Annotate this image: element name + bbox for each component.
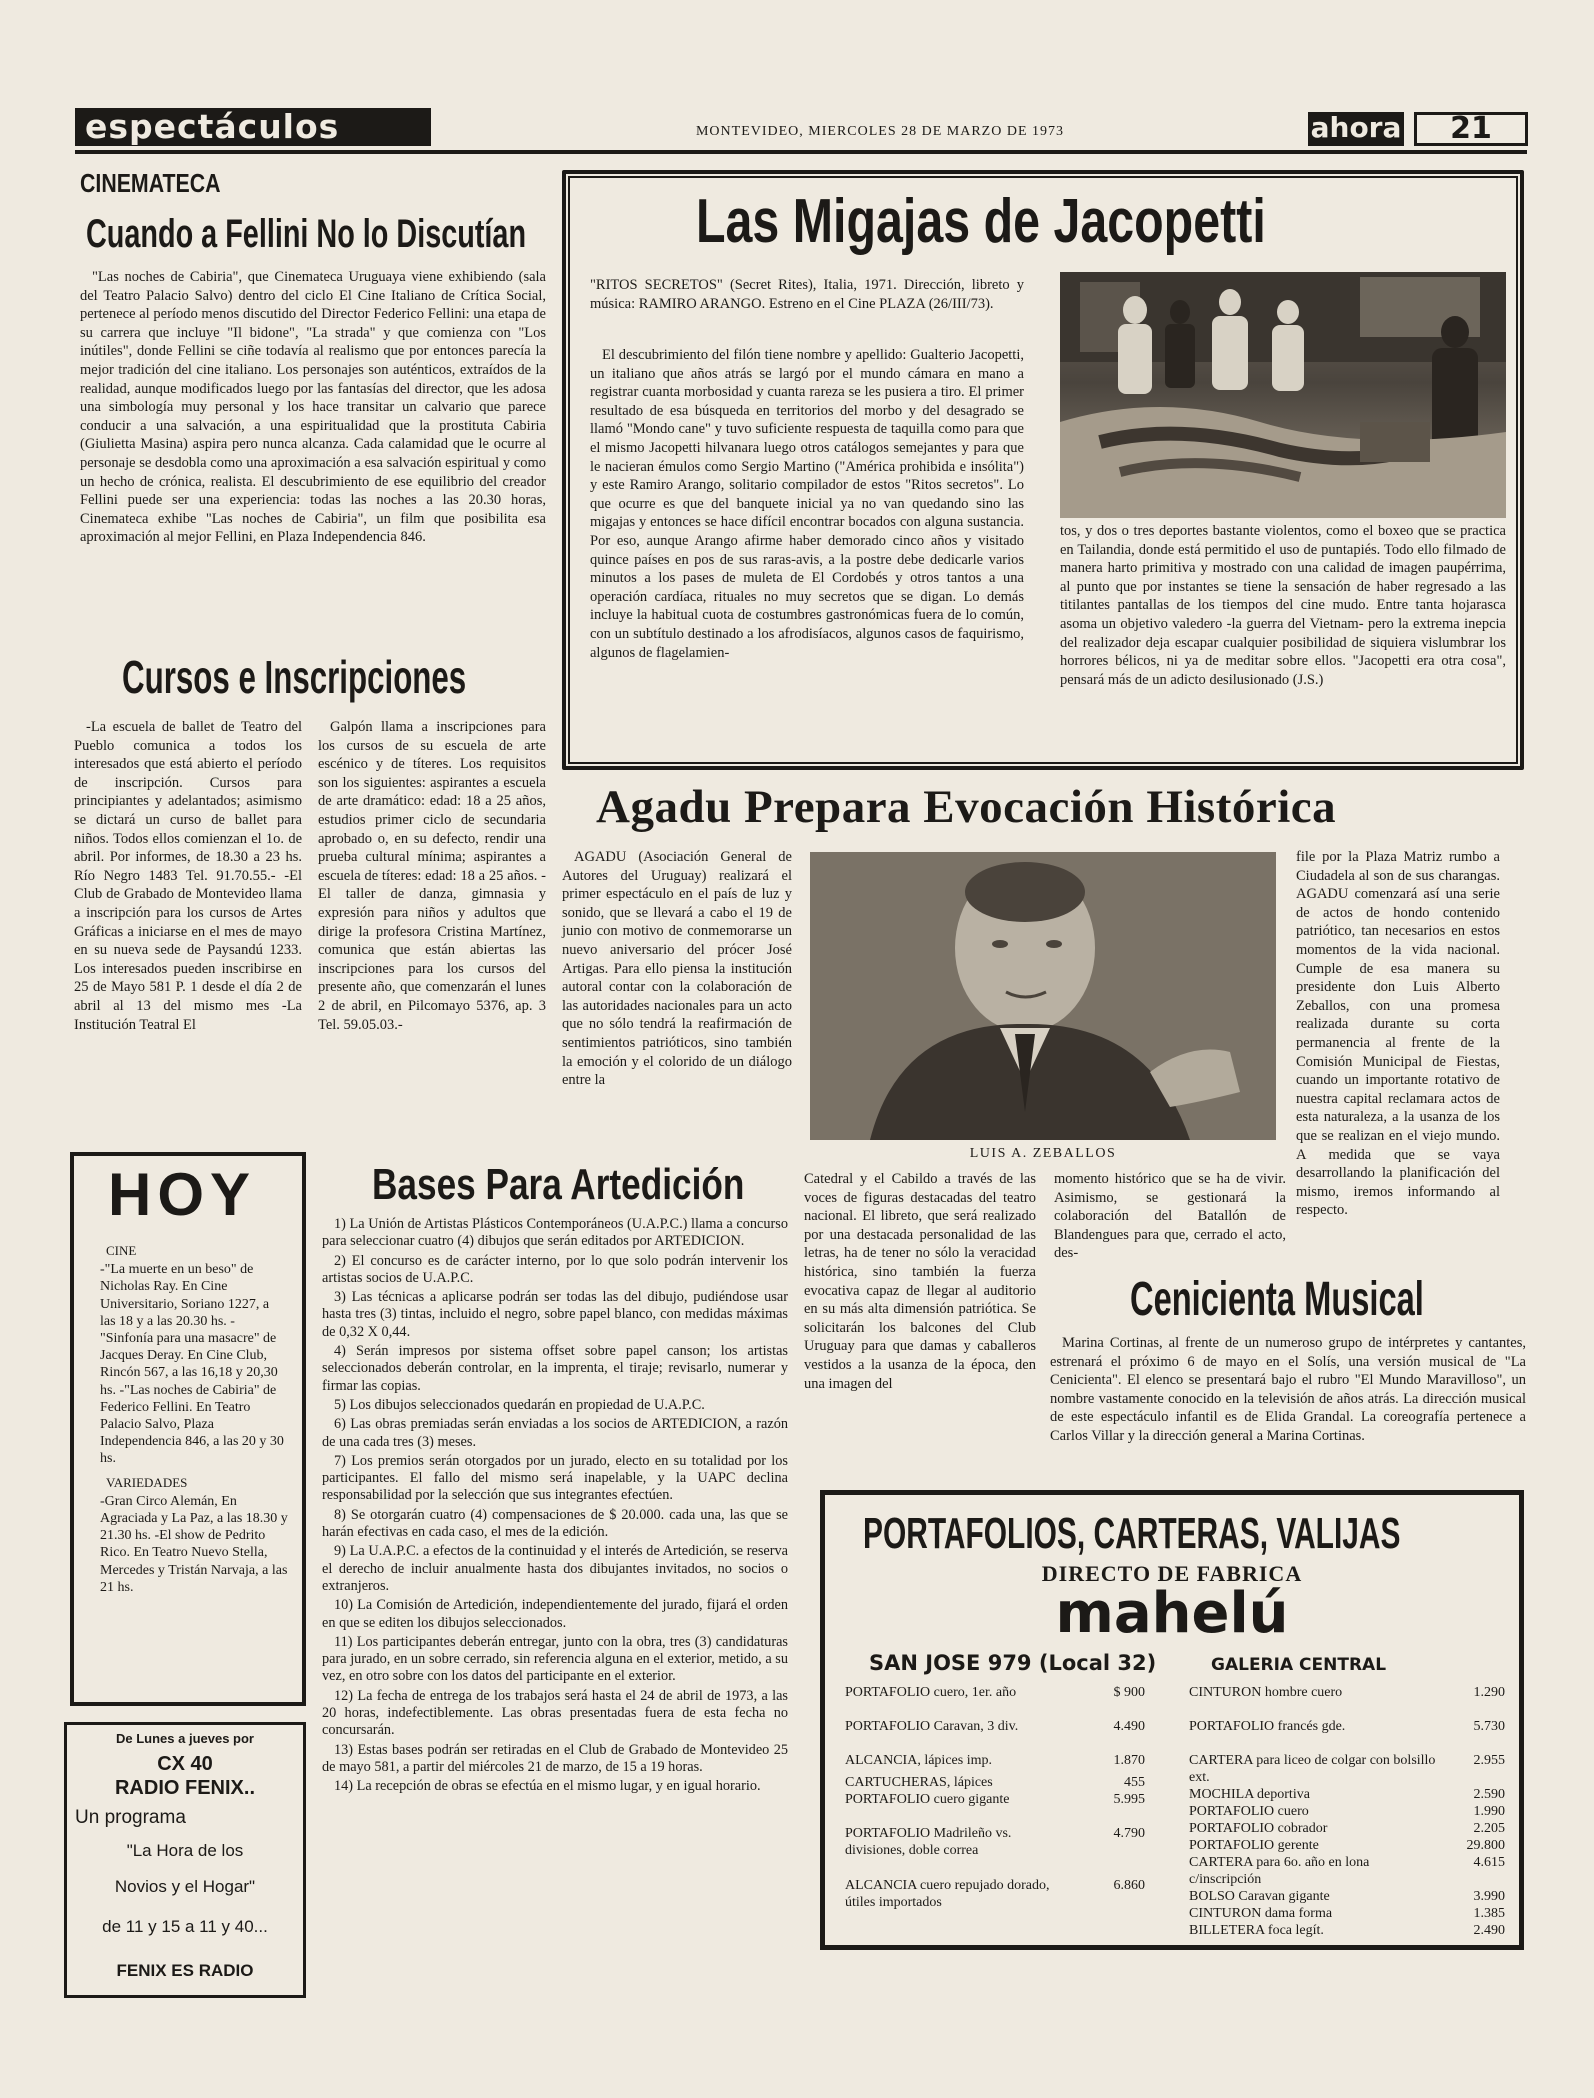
ad-price: 2.590: [1473, 1787, 1505, 1802]
cenicienta-headline: Cenicienta Musical: [1130, 1273, 1424, 1326]
page-number: 21: [1414, 112, 1528, 146]
ad-item: CINTURON hombre cuero: [1189, 1685, 1343, 1700]
ad-gallery: GALERIA CENTRAL: [1211, 1655, 1387, 1675]
ad-price-list-right: [1189, 1685, 1505, 1940]
ad-item: ALCANCIA, lápices imp.: [845, 1753, 992, 1768]
ad-price: 2.205: [1473, 1821, 1505, 1836]
radio-line-5: "La Hora de los: [126, 1841, 244, 1860]
jacopetti-credits: "RITOS SECRETOS" (Secret Rites), Italia, 1971. Dirección, libreto y música: RAMIRO ARANGO. Estreno en el Cine PLAZA (26/III/73).: [590, 277, 1024, 312]
ad-headline: PORTAFOLIOS, CARTERAS, VALIJAS: [863, 1509, 1401, 1558]
radio-line-3: RADIO FENIX..: [114, 1777, 255, 1799]
ad-item: CARTUCHERAS, lápices: [845, 1775, 993, 1790]
hoy-box: [70, 1152, 306, 1706]
bases-item: 2) El concurso es de carácter interno, por lo que solo podrán intervenir los artistas socios de U.A.P.C.: [322, 1252, 788, 1286]
ad-price: 1.385: [1473, 1906, 1505, 1921]
ad-price: 4.790: [1113, 1826, 1145, 1841]
agadu-headline: Agadu Prepara Evocación Histórica: [596, 781, 1337, 833]
cursos-col-2: Galpón llama a inscripciones para los cursos de su escuela de arte escénico y de títeres. Los requisitos son los siguientes: aspirantes a escuela de arte dramático: edad: 18 a 25 años, estudios primer ciclo de secundaria aprobado o, en su defecto, rendir una prueba cultural mínima; aspirantes a escuela de títeres: edad: 18 a 25 años. -El taller de danza, gimnasia y expresión para niños y adultos que dirige la profesora Cristina Martínez, comunica que están abiertas las inscripciones para los cursos del presente año, que comenzarán el lunes 2 de abril, en Pilcomayo 5376, ap. 3 Tel. 59.05.03.-: [318, 719, 546, 1033]
ad-item: MOCHILA deportiva: [1189, 1787, 1310, 1802]
ad-price: 6.860: [1113, 1878, 1145, 1893]
ad-item: PORTAFOLIO cuero, 1er. año: [845, 1685, 1017, 1700]
ad-price: 2.490: [1473, 1923, 1505, 1938]
bases-item: 9) La U.A.P.C. a efectos de la continuidad y el interés de Artedición, se reserva el derecho de incluir anualmente hasta dos dibujantes invitados, no socios o extranjeros.: [322, 1543, 788, 1594]
portrait-image: [810, 852, 1276, 1140]
ad-price: $ 900: [1113, 1685, 1145, 1700]
dateline: MONTEVIDEO, MIERCOLES 28 DE MARZO DE 1973: [695, 124, 1065, 139]
bases-item: 14) La recepción de obras se efectúa en el mismo lugar, y en igual horario.: [334, 1778, 761, 1795]
radio-fenix-box: [64, 1722, 306, 1998]
radio-line-2: CX 40: [157, 1753, 213, 1775]
hoy-cine: -"La muerte en un beso" de Nicholas Ray. En Cine Universitario, Soriano 1227, a las 18 y a las 20.30 hs. -"Sinfonía para una masacre" de Jacques Deray. En Cine Club, Rincón 567, a las 16,18 y 20,30 hs. -"Las noches de Cabiria" de Federico Fellini. En Teatro Palacio Salvo, Plaza Independencia 846, a las 20 y 30 hs.: [100, 1262, 284, 1467]
jacopetti-body-1: El descubrimiento del filón tiene nombre y apellido: Gualterio Jacopetti, un italiano que años atrás se largó por el mundo cámara en mano a registrar cuanta morbosidad y cuanta rareza se les pusiera a tiro. El primer resultado de esa búsqueda en territorios del morbo y del desagrado se llamó "Mondo cane" y tuvo suficiente respuesta de taquilla como para que el mismo Jacopetti hilvanara luego otros catálogos semejantes y para que le nacieran émulos como Sergio Martino ("América prohibida e insólita") y este Ramiro Arango, solitario compilador de estos "Ritos secretos". Lo que ocurre es que del banquete inicial ya no van quedando sino las migajas y entonces se hace difícil encontrar bocados con alguna sustancia. Por eso, aunque Arango afirme haber demorado cinco años y visitado quince países en pos de sus raras-avis, a la postre debe dedicarle varios minutos a los pases de muleta de El Cordobés y otros tantos a una operación cardíaca, rituales no muy secretos que se digan. Lo demás incluye la habitual cuota de costumbres gastronómicas fuera de lo común, con un subtítulo destinado a los afrodisíacos, algunos casos de faquirismo, algunos de flagelamien-: [590, 347, 1024, 661]
bases-item: 7) Los premios serán otorgados por un jurado, electo en su totalidad por los participantes. El fallo del mismo será inapelable, y la UAPC declina responsabilidad por la selección que sus integrantes efectúen.: [322, 1452, 788, 1504]
ad-price: 29.800: [1466, 1838, 1505, 1853]
bases-item: 12) La fecha de entrega de los trabajos será hasta el 24 de abril de 1973, a las 20 horas, indefectiblemente. Las obras presentadas fuera de esta fecha no concursarán.: [322, 1687, 788, 1739]
ad-item: PORTAFOLIO Madrileño vs. divisiones, doble correa: [845, 1826, 1012, 1858]
ad-brand: mahelú: [1055, 1581, 1289, 1646]
ad-item: PORTAFOLIO gerente: [1189, 1838, 1319, 1853]
ad-price: 455: [1124, 1775, 1145, 1790]
ad-price: 2.955: [1473, 1753, 1505, 1768]
ad-price: 1.990: [1473, 1804, 1505, 1819]
zeballos-caption: LUIS A. ZEBALLOS: [969, 1146, 1117, 1161]
radio-line-1: De Lunes a jueves por: [116, 1731, 254, 1746]
hoy-variedades: -Gran Circo Alemán, En Agraciada y La Paz, a las 18.30 y 21.30 hs. -El show de Pedrito Rico. En Teatro Nuevo Stella, Mercedes y Tristán Narvaja, a las 21 hs.: [100, 1493, 288, 1595]
ritual-scene-image: [1060, 272, 1506, 518]
brand-logo: ahora: [1308, 112, 1404, 146]
agadu-col-1: AGADU (Asociación General de Autores del Uruguay) realizará el primer espectáculo en el país de luz y sonido, que se llevará a cabo el 19 de junio con motivo de conmemorarse un nuevo aniversario del prócer José Artigas. Para ello piensa la institución autoral contar con la colaboración de las autoridades nacionales para un acto que no sólo tendrá la reafirmación de sentimientos patrióticos, sino también la emoción y el colorido de un diálogo entre la: [562, 849, 792, 1089]
bases-item: 3) Las técnicas a aplicarse podrán ser todas las del dibujo, pudiéndose usar hasta tres (3) tintas, incluido el negro, sobre papel blanco, con medidas máximas de 0,32 X 0,44.: [322, 1289, 788, 1340]
bases-item: 13) Estas bases podrán ser retiradas en el Club de Grabado de Montevideo 25 de mayo 581, a partir del miércoles 21 de marzo, de 15 a 19 horas.: [322, 1741, 788, 1775]
ad-item: CINTURON dama forma: [1189, 1906, 1333, 1921]
hoy-cine-label: CINE: [106, 1243, 137, 1258]
bases-item: 1) La Unión de Artistas Plásticos Contemporáneos (U.A.P.C.) llama a concurso para seleccionar cuatro (4) dibujos que serán editados por ARTEDICION.: [322, 1216, 788, 1250]
bases-item: 6) Las obras premiadas serán enviadas a los socios de ARTEDICION, a razón de una cada tres (3) meses.: [322, 1416, 788, 1450]
ad-price: 1.870: [1113, 1753, 1145, 1768]
radio-line-6: Novios y el Hogar": [114, 1877, 256, 1896]
bases-item: 11) Los participantes deberán entregar, junto con la obra, tres (3) candidaturas para jurado, en un sobre cerrado, sin referencia alguna en el exterior, metido, a su vez, en otro sobre con los datos del participante en el exterior.: [322, 1633, 788, 1685]
hoy-listing: [88, 1242, 288, 1596]
radio-line-7: de 11 y 15 a 11 y 40...: [102, 1917, 268, 1936]
bases-item: 4) Serán impresos por sistema offset sobre papel canson; los artistas seleccionados deberán controlar, en la imprenta, el tiraje; revisarlo, numerar y firmar las copias.: [322, 1343, 788, 1394]
ad-price: 4.615: [1473, 1855, 1505, 1870]
ad-price: 5.995: [1113, 1792, 1145, 1807]
cinemateca-body: "Las noches de Cabiria", que Cinemateca Uruguaya viene exhibiendo (sala del Teatro Palacio Salvo) dentro del ciclo El Cine Italiano de Crítica Social, pertenece al período menos discutido del Director Federico Fellini: una etapa de su carrera que incluye "Il bidone", "La strada" y que comienza con "Los inútiles", donde Fellini se ciñe todavía al realismo que por entonces parecía la mejor tradición del cine italiano. Los personajes son auténticos, extraídos de la realidad, aunque modificados luego por las fantasías del director, que les adosa una simbología muy personal y los hace transitar un calvario que parece conducir a una salvación, a una espiritualidad que la prostituta Cabiria (Giulietta Masina) aspira pero nunca alcanza. Cada calamidad que le ocurre al personaje se desdobla como una aproximación a esa salvación espiritual y como un hecho de crónica, realista. El descubrimiento de ese equilibrio del creador Fellini puede ser una experiencia: todas las noches a las 20.30 horas, Cinemateca exhibe "Las noches de Cabiria", un film que posibilita esa aproximación al mejor Fellini, en Plaza Independencia 846.: [80, 269, 546, 546]
agadu-bottom-2: momento histórico que se ha de vivir. Asimismo, se gestionará la colaboración del Batallón de Blandengues para que, cerrado el acto, des-: [1054, 1171, 1286, 1262]
ad-price: 1.290: [1473, 1685, 1505, 1700]
agadu-col-right: file por la Plaza Matriz rumbo a Ciudadela al son de sus charangas. AGADU comenzará así una serie de actos de hondo contenido patriótico, tan necesarios en estos momentos de la vida nacional. Cumple de esa manera su presidente don Luis Alberto Zeballos, con una promesa realizada durante su corta permanencia al frente de la Comisión Municipal de Fiestas, cuando un importante rotativo de nuestra capital reclamara actos de esta naturaleza, a la usanza de los que se realizan en el viejo mundo. A medida que se vaya desarrollando la planificación del mismo, iremos informando al respecto.: [1296, 849, 1500, 1219]
cursos-headline: Cursos e Inscripciones: [122, 651, 467, 703]
agadu-bottom-1: Catedral y el Cabildo a través de las voces de figuras destacadas del teatro nacional. El libreto, que será realizado por una destacada personalidad de las letras, ha de tener no sólo la veracidad histórica, sino también la fuerza evocativa capaz de llegar al auditorio en su más alta dimensión patriótica. Se solicitarán los balcones del Club Uruguay para que damas y caballeros vestidos a la usanza de la época, den una imagen del: [804, 1171, 1036, 1392]
ad-item: ALCANCIA cuero repujado dorado, útiles importados: [845, 1878, 1050, 1910]
ad-item: PORTAFOLIO cobrador: [1189, 1821, 1328, 1836]
cinemateca-kicker: CINEMATECA: [80, 168, 221, 198]
cursos-col-1: -La escuela de ballet de Teatro del Pueblo comunica a todos los interesados que está abierto el período de inscripción. Cursos para principiantes y adelantados; asimismo se dictará un curso de ballet para niños. Todos ellos comienzan el 1o. de abril. Por informes, de 18.30 a 23 hs. Río Negro 1483 Tel. 91.70.55.- -El Club de Grabado de Montevideo llama a inscripción para los cursos de Artes Gráficas a iniciarse en el mes de mayo en su nueva sede de Paysandú 1233. Los interesados pueden inscribirse en 25 de Mayo 581 P. 1 desde el día 2 de abril al 13 del mismo mes -La Institución Teatral El: [74, 719, 302, 1033]
ad-price: 4.490: [1113, 1719, 1145, 1734]
jacopetti-body-2: tos, y dos o tres deportes bastante violentos, como el boxeo que se practica en Tailandia, donde está permitido el uso de puntapiés. Todo ello filmado de manera harto primitiva y mostrado con una calidad de imagen paupérrima, al punto que por instantes se tiene la sensación de haber regresado a las titilantes pantallas de los tiempos del cine mudo. Entre tanta hojarasca asoma un objetivo valedero -la guerra del Vietnam- pero la extrema inepcia del realizador deja escapar cualquier posibilidad de siquiera vislumbrar los horrores bélicos, ni ya de meditar sobre ellos. "Jacopetti era otra cosa", pensará más de un adicto desilusionado (J.S.): [1060, 523, 1506, 688]
ad-item: CARTERA para liceo de colgar con bolsillo ext.: [1189, 1753, 1436, 1785]
ad-price: 5.730: [1473, 1719, 1505, 1734]
cinemateca-headline: Cuando a Fellini No lo Discutían: [86, 212, 527, 256]
radio-line-4: Un programa: [75, 1807, 186, 1828]
ad-price: 3.990: [1473, 1889, 1505, 1904]
ad-item: BOLSO Caravan gigante: [1189, 1889, 1330, 1904]
ad-address: SAN JOSE 979 (Local 32): [869, 1651, 1157, 1675]
bases-list: [322, 1216, 788, 1798]
hoy-variedades-label: VARIEDADES: [106, 1474, 188, 1490]
ad-subheadline: DIRECTO DE FABRICA: [1041, 1561, 1303, 1586]
ad-item: PORTAFOLIO Caravan, 3 div.: [845, 1719, 1019, 1734]
cenicienta-body: Marina Cortinas, al frente de un numeroso grupo de intérpretes y cantantes, estrenará el próximo 6 de mayo en el Solís, una versión musical de "La Cenicienta". El elenco se presentará bajo el rubro "El Mundo Maravilloso", un nombre vastamente conocido en la televisión de años atrás. La dirección musical de este espectáculo infantil es de Elida Grandal. La coreografía pertenece a Carlos Villar y la dirección general a Marina Cortinas.: [1050, 1335, 1526, 1444]
bases-item: 5) Los dibujos seleccionados quedarán en propiedad de U.A.P.C.: [334, 1396, 705, 1413]
ad-item: PORTAFOLIO cuero gigante: [845, 1792, 1010, 1807]
section-label: espectáculos: [75, 108, 431, 146]
ad-price-list-left: [845, 1685, 1145, 1912]
jacopetti-still-photo: [1060, 272, 1506, 518]
jacopetti-headline: Las Migajas de Jacopetti: [696, 187, 1266, 256]
ad-item: CARTERA para 6o. año en lona c/inscripción: [1189, 1855, 1370, 1887]
bases-item: 10) La Comisión de Artedición, independientemente del jurado, fijará el orden en que se editen los dibujos seleccionados.: [322, 1597, 788, 1631]
radio-line-8: FENIX ES RADIO: [116, 1961, 254, 1980]
bases-item: 8) Se otorgarán cuatro (4) compensaciones de $ 20.000. cada una, las que se harán efectivas en cada caso, el mes de la edición.: [322, 1506, 788, 1541]
bases-headline: Bases Para Artedición: [372, 1160, 745, 1209]
hoy-title: HOY: [108, 1161, 257, 1228]
ad-item: PORTAFOLIO cuero: [1189, 1804, 1309, 1819]
mahelu-ad: [820, 1490, 1524, 1950]
ad-item: BILLETERA foca legít.: [1189, 1923, 1324, 1938]
zeballos-photo: [810, 852, 1276, 1140]
masthead-rule: [75, 150, 1527, 154]
ad-item: PORTAFOLIO francés gde.: [1189, 1719, 1346, 1734]
